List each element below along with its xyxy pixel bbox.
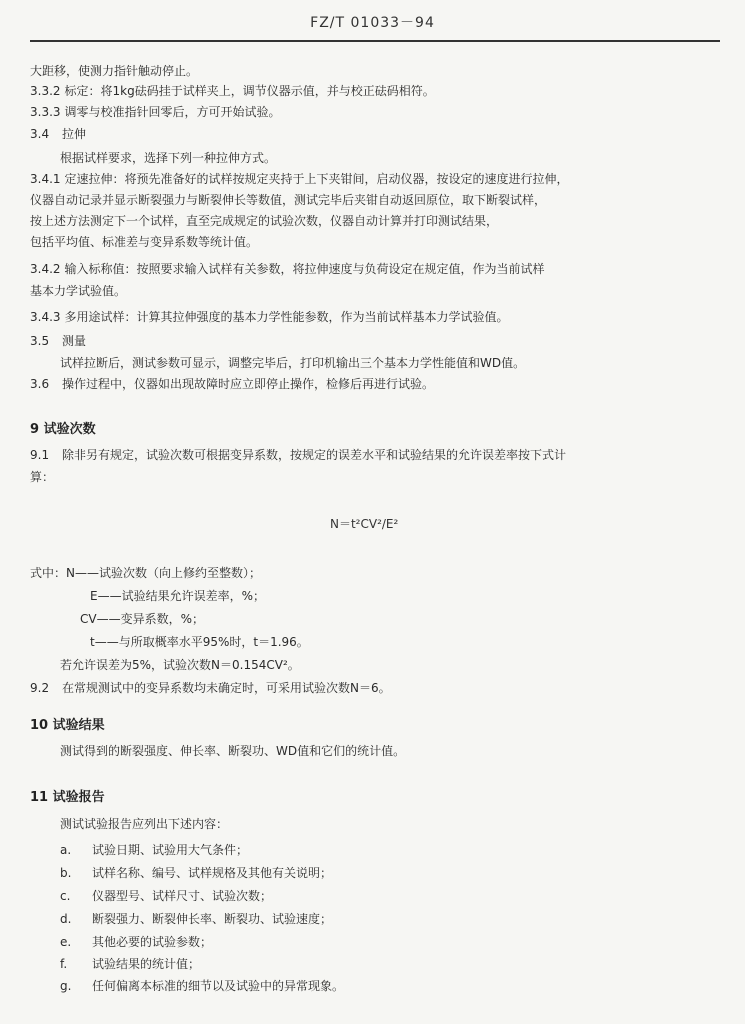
text-content: 测量 (62, 334, 87, 348)
text-line: 根据试样要求，选择下列一种拉伸方式。 (60, 151, 277, 165)
text-content: 任何偏离本标准的细节以及试验中的异常现象。 (92, 979, 345, 993)
list-marker: d. (60, 912, 72, 926)
text-line: CV——变异系数，%； (80, 612, 204, 626)
text-content: 在常规测试中的变异系数均未确定时，可采用试验次数N＝6。 (62, 681, 391, 695)
text-line: 测试得到的断裂强度、伸长率、断裂功、WD值和它们的统计值。 (60, 744, 406, 758)
text-content: 试验结果的统计值； (92, 957, 201, 971)
text-line: 测试试验报告应列出下述内容： (60, 817, 229, 831)
section-number: 9.2 (30, 681, 50, 695)
text-line (30, 83, 435, 99)
section-number: 3.4 (30, 127, 50, 141)
section-heading: 9 试验次数 (30, 422, 96, 437)
section-number: 3.3.3 (30, 105, 61, 119)
text-content: 输入标称值：按照要求输入试样有关参数，将拉伸速度与负荷设定在规定值，作为当前试样 (64, 262, 545, 276)
text-content: 多用途试样：计算其拉伸强度的基本力学性能参数，作为当前试样基本力学试验值。 (64, 310, 509, 324)
list-marker: e. (60, 935, 72, 949)
list-marker: f. (60, 957, 68, 971)
section-number: 3.4.3 (30, 310, 61, 324)
list-item (60, 888, 272, 904)
text-content: 标定：将1kg砝码挂于试样夹上，调节仪器示值，并与校正砝码相符。 (64, 84, 435, 98)
text-content: 除非另有规定，试验次数可根据变异系数，按规定的误差水平和试验结果的允许误差率按下式计 (62, 448, 567, 462)
section-number: 3.5 (30, 334, 50, 348)
text-line: 基本力学试验值。 (30, 284, 127, 298)
list-marker: c. (60, 889, 71, 903)
list-item (60, 978, 344, 994)
text-line: 算： (30, 470, 55, 484)
list-item (60, 934, 212, 950)
text-line (30, 104, 281, 120)
text-line (30, 126, 86, 142)
text-content: 调零与校准指针回零后，方可开始试验。 (64, 105, 281, 119)
list-item (60, 842, 248, 858)
formula: N＝t²CV²/E² (330, 517, 399, 531)
section-number: 3.4.2 (30, 262, 61, 276)
text-content: 试样名称、编号、试样规格及其他有关说明； (92, 866, 333, 880)
list-item (60, 956, 200, 972)
text-line: E——试验结果允许误差率，%； (90, 589, 265, 603)
text-line: 若允许误差为5%，试验次数N＝0.154CV²。 (60, 658, 300, 672)
section-number: 9.1 (30, 448, 50, 462)
list-marker: g. (60, 979, 72, 993)
section-heading: 10 试验结果 (30, 718, 105, 733)
text-content: 操作过程中，仪器如出现故障时应立即停止操作，检修后再进行试验。 (62, 377, 435, 391)
text-line: 包括平均值、标准差与变异系数等统计值。 (30, 235, 259, 249)
list-item (60, 865, 332, 881)
text-line (30, 309, 509, 325)
text-line: t——与所取概率水平95%时，t＝1.96。 (90, 635, 309, 649)
text-line (30, 333, 86, 349)
text-content: 断裂强力、断裂伸长率、断裂功、试验速度； (92, 912, 333, 926)
list-marker: b. (60, 866, 72, 880)
text-line (30, 171, 569, 187)
section-heading: 11 试验报告 (30, 790, 105, 805)
text-content: 拉伸 (62, 127, 87, 141)
text-line: 试样拉断后，测试参数可显示，调整完毕后，打印机输出三个基本力学性能值和WD值。 (60, 356, 526, 370)
text-content: 定速拉伸：将预先准备好的试样按规定夹持于上下夹钳间，启动仪器，按设定的速度进行拉伸， (64, 172, 569, 186)
text-line: 大距移，使测力指针触动停止。 (30, 64, 199, 78)
text-content: 仪器型号、试样尺寸、试验次数； (92, 889, 273, 903)
text-content: 其他必要的试验参数； (92, 935, 213, 949)
section-number: 3.3.2 (30, 84, 61, 98)
header-rule (30, 40, 720, 42)
text-line (30, 376, 434, 392)
text-line: 式中：N——试验次数（向上修约至整数）； (30, 566, 261, 580)
section-number: 3.4.1 (30, 172, 61, 186)
text-content: 试验日期、试验用大气条件； (92, 843, 249, 857)
text-line: 仪器自动记录并显示断裂强力与断裂伸长等数值，测试完毕后夹钳自动返回原位，取下断裂试样， (30, 193, 547, 207)
text-line (30, 447, 566, 463)
text-line (30, 261, 545, 277)
list-item (60, 911, 332, 927)
page-header: FZ/T 01033－94 (310, 15, 435, 31)
list-marker: a. (60, 843, 72, 857)
text-line (30, 680, 391, 696)
text-line: 按上述方法测定下一个试样，直至完成规定的试验次数，仪器自动计算并打印测试结果， (30, 214, 499, 228)
section-number: 3.6 (30, 377, 50, 391)
